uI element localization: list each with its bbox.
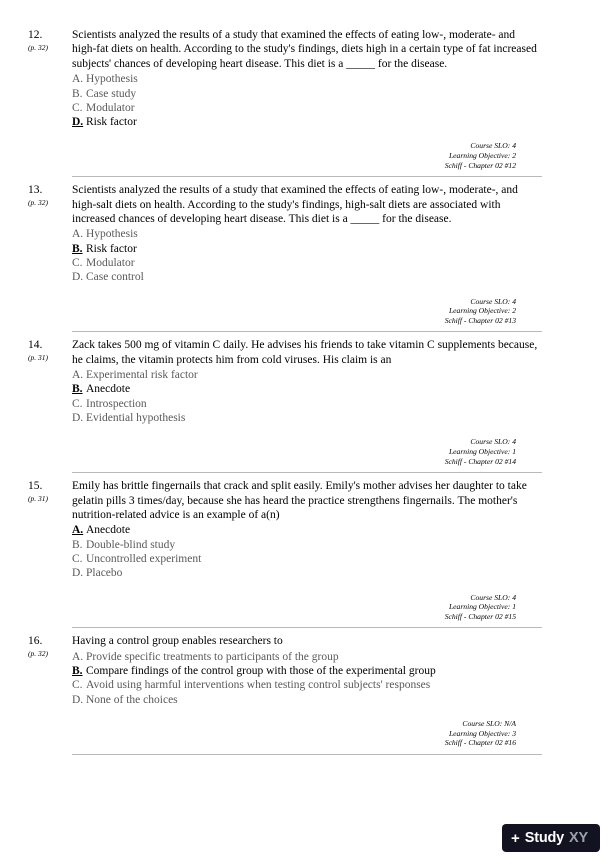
learning-objective: Learning Objective: 3 xyxy=(448,728,516,738)
source-reference: Schiff - Chapter 02 #12 xyxy=(444,160,516,170)
question-divider xyxy=(72,331,542,332)
option-letter: B. xyxy=(72,665,83,678)
answer-options xyxy=(72,368,542,425)
question-header xyxy=(28,183,72,208)
question-item xyxy=(0,28,612,177)
option-letter: D. xyxy=(72,271,84,284)
option-text: Evidential hypothesis xyxy=(86,412,186,425)
question-number: 15. xyxy=(28,480,43,493)
question-list xyxy=(0,28,612,755)
question-number: 16. xyxy=(28,635,43,648)
question-body xyxy=(72,28,572,177)
option-text: Uncontrolled experiment xyxy=(86,552,202,565)
question-body xyxy=(72,338,572,473)
option-text: Placebo xyxy=(86,567,123,580)
option-letter: C. xyxy=(72,552,83,565)
question-metadata xyxy=(72,593,542,622)
answer-option[interactable] xyxy=(72,411,542,425)
option-letter: D. xyxy=(72,693,84,706)
question-divider xyxy=(72,176,542,177)
option-text: Case control xyxy=(86,271,144,284)
option-text: Risk factor xyxy=(86,242,137,255)
question-metadata xyxy=(72,437,542,466)
option-text: Hypothesis xyxy=(86,73,138,86)
question-header xyxy=(28,479,72,504)
question-item xyxy=(0,338,612,473)
option-letter: B. xyxy=(72,383,83,396)
question-item xyxy=(0,183,612,332)
option-letter: A. xyxy=(72,73,84,86)
learning-objective: Learning Objective: 2 xyxy=(448,151,516,160)
option-letter: C. xyxy=(72,397,83,410)
question-number: 13. xyxy=(28,184,43,197)
option-text: Hypothesis xyxy=(86,228,138,241)
option-letter: D. xyxy=(72,116,84,129)
course-slo: Course SLO: 4 xyxy=(470,296,516,306)
option-text: Experimental risk factor xyxy=(86,369,198,382)
question-header xyxy=(28,28,72,53)
question-number: 14. xyxy=(28,339,43,352)
source-reference: Schiff - Chapter 02 #15 xyxy=(444,611,516,621)
question-page-ref: (p. 32) xyxy=(28,649,48,659)
option-letter: C. xyxy=(72,679,83,692)
option-text: Modulator xyxy=(86,257,135,269)
question-page-ref: (p. 32) xyxy=(28,43,48,52)
learning-objective: Learning Objective: 1 xyxy=(448,602,516,612)
option-text: Provide specific treatments to participants of the group xyxy=(86,650,339,663)
option-text: Compare findings of the control group with those of the experimental group xyxy=(86,665,436,678)
answer-option[interactable] xyxy=(72,538,542,552)
option-letter: B. xyxy=(72,538,83,551)
answer-option[interactable] xyxy=(72,87,542,101)
option-text: Risk factor xyxy=(86,116,137,129)
answer-option[interactable] xyxy=(72,368,542,382)
course-slo: Course SLO: 4 xyxy=(470,141,516,151)
question-stem: Zack takes 500 mg of vitamin C daily. He advises his friends to take vitamin C supplements because, he claims, the vitamin protects him from cold viruses. His claim is an xyxy=(72,339,538,366)
answer-option[interactable] xyxy=(72,256,542,270)
answer-option-correct[interactable] xyxy=(72,664,542,678)
option-letter: A. xyxy=(72,369,84,382)
question-body xyxy=(72,183,572,332)
plus-icon: + xyxy=(511,829,520,847)
question-divider xyxy=(72,754,542,755)
studyxy-watermark xyxy=(502,824,600,852)
answer-option[interactable] xyxy=(72,227,542,241)
option-letter: D. xyxy=(72,567,84,580)
option-letter: C. xyxy=(72,101,83,114)
course-slo: Course SLO: 4 xyxy=(470,437,516,447)
option-letter: A. xyxy=(72,524,84,537)
question-header xyxy=(28,338,72,363)
option-letter: A. xyxy=(72,650,84,663)
answer-option-correct[interactable] xyxy=(72,242,542,256)
answer-option[interactable] xyxy=(72,678,542,692)
option-text: Anecdote xyxy=(86,524,131,537)
answer-option[interactable] xyxy=(72,72,542,86)
option-text: Modulator xyxy=(86,101,135,114)
answer-option[interactable] xyxy=(72,101,542,115)
option-letter: B. xyxy=(72,242,83,255)
question-page-ref: (p. 32) xyxy=(28,198,48,208)
learning-objective: Learning Objective: 1 xyxy=(448,446,516,456)
course-slo: Course SLO: N/A xyxy=(462,718,516,728)
option-text: Case study xyxy=(86,87,137,100)
option-letter: D. xyxy=(72,412,84,425)
answer-options xyxy=(72,227,542,284)
question-page-ref: (p. 31) xyxy=(28,494,48,504)
question-item xyxy=(0,479,612,628)
source-reference: Schiff - Chapter 02 #16 xyxy=(444,738,516,748)
question-item xyxy=(0,634,612,754)
question-stem: Scientists analyzed the results of a study that examined the effects of eating low-, moderate- and high-fat diets on health. According to the study's findings, diets high in a certain type of fat increased subjects' chances of developing heart disease. This diet is a _____ for the disease. xyxy=(72,29,537,70)
source-reference: Schiff - Chapter 02 #14 xyxy=(444,456,516,466)
question-stem: Emily has brittle fingernails that crack and split easily. Emily's mother advises her daughter to take gelatin pills 3 times/day, because she has heard the practice strengthens fingernails. The mother's nutrition-related advice is an example of a(n) xyxy=(72,480,527,521)
watermark-brand-study: Study xyxy=(524,830,565,846)
option-letter: C. xyxy=(72,257,83,269)
option-text: Avoid using harmful interventions when testing control subjects' responses xyxy=(86,679,431,692)
option-text: None of the choices xyxy=(86,693,178,706)
question-metadata xyxy=(72,297,542,326)
watermark-brand-xy: XY xyxy=(569,830,588,846)
option-text: Double-blind study xyxy=(86,538,176,551)
option-letter: A. xyxy=(72,228,84,241)
answer-option-correct[interactable] xyxy=(72,115,542,129)
answer-options xyxy=(72,72,542,129)
question-divider xyxy=(72,627,542,628)
question-metadata xyxy=(72,141,542,170)
answer-option-correct[interactable] xyxy=(72,523,542,537)
question-stem: Scientists analyzed the results of a study that examined the effects of eating low-, moderate-, and high-salt diets on health. According to the study's findings, high-salt diets are associated with increased chances of developing heart disease. This diet is a _____ for the disease. xyxy=(72,184,518,225)
question-body xyxy=(72,634,572,754)
option-letter: B. xyxy=(72,87,83,100)
answer-option[interactable] xyxy=(72,552,542,566)
answer-options xyxy=(72,523,542,580)
answer-option[interactable] xyxy=(72,650,542,664)
answer-option-correct[interactable] xyxy=(72,382,542,396)
option-text: Introspection xyxy=(86,397,147,410)
answer-options xyxy=(72,650,542,707)
learning-objective: Learning Objective: 2 xyxy=(448,306,516,316)
question-header xyxy=(28,634,72,659)
answer-option[interactable] xyxy=(72,397,542,411)
source-reference: Schiff - Chapter 02 #13 xyxy=(444,315,516,325)
answer-option[interactable] xyxy=(72,566,542,580)
course-slo: Course SLO: 4 xyxy=(470,592,516,602)
answer-option[interactable] xyxy=(72,693,542,707)
question-divider xyxy=(72,472,542,473)
question-number: 12. xyxy=(28,29,43,41)
question-body xyxy=(72,479,572,628)
question-stem: Having a control group enables researchers to xyxy=(72,635,283,648)
option-text: Anecdote xyxy=(86,383,131,396)
question-page-ref: (p. 31) xyxy=(28,353,48,363)
answer-option[interactable] xyxy=(72,270,542,284)
question-metadata xyxy=(72,719,542,748)
